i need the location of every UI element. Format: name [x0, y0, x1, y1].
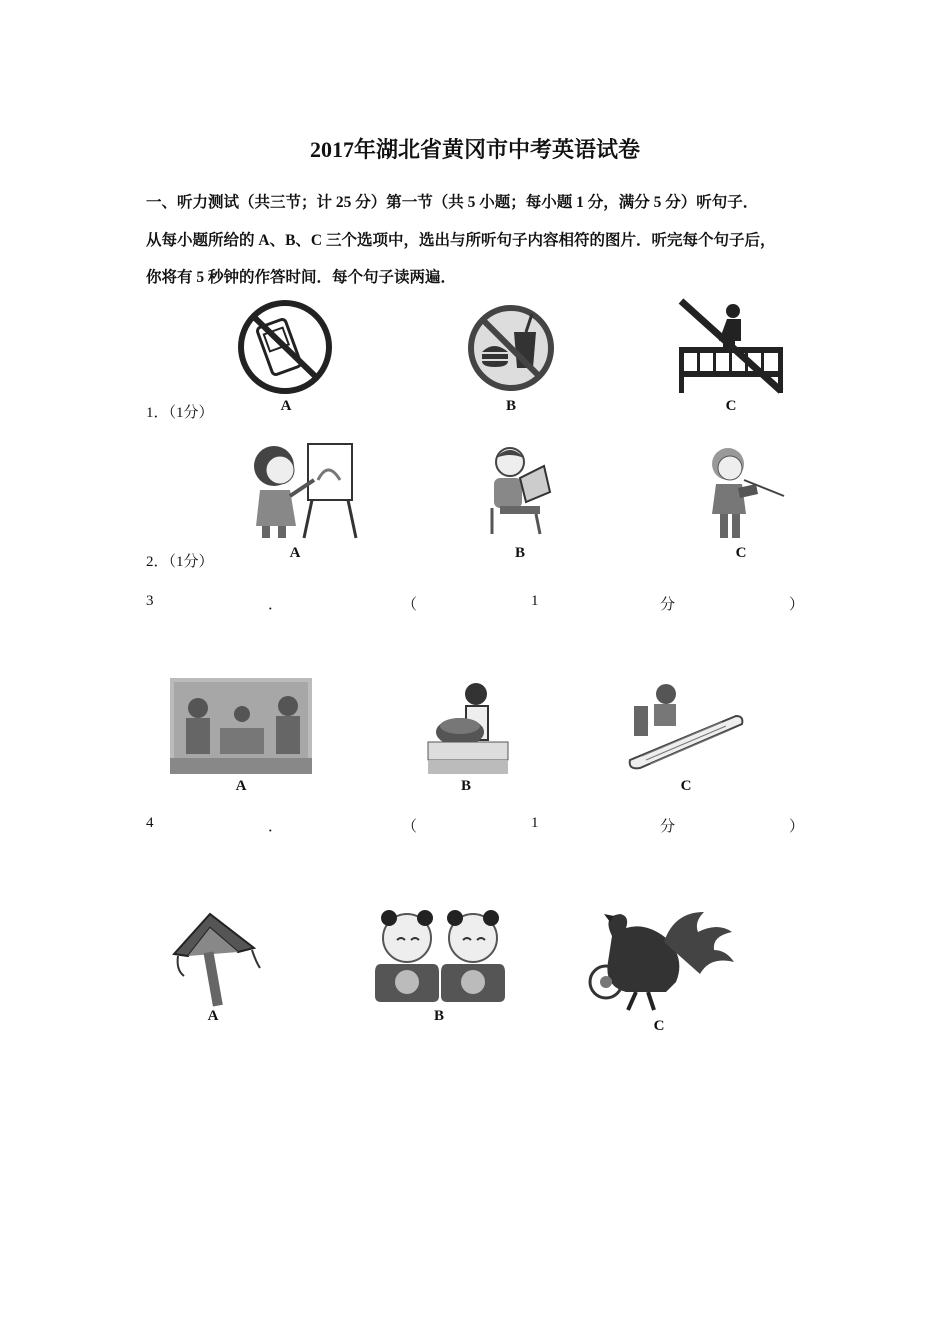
q2-option-c-label: C — [735, 545, 747, 561]
q1-option-c-label: C — [725, 398, 737, 414]
girl-painting-illustration — [236, 440, 358, 540]
q2-score: （1分） — [168, 554, 214, 570]
q3-right-paren: ） — [789, 597, 805, 613]
q2-label — [146, 550, 214, 571]
q4-right-paren: ） — [789, 819, 805, 835]
people-scene-illustration — [170, 678, 312, 774]
q1-number: 1． — [146, 405, 169, 421]
q2-option-a-label: A — [289, 545, 301, 561]
no-phone-icon — [234, 300, 336, 394]
q3-unit: 分 — [660, 597, 676, 613]
q1-label — [146, 401, 214, 422]
lucky-dolls-illustration — [373, 908, 509, 1004]
girl-violin-illustration — [700, 444, 786, 540]
no-sitting-on-railing-icon — [677, 297, 785, 393]
q1-score: （1分） — [168, 405, 214, 421]
no-food-drink-icon — [464, 302, 558, 394]
q1-option-a-label: A — [280, 398, 292, 414]
q4-option-c-label: C — [653, 1018, 665, 1034]
q2-option-b-label: B — [514, 545, 525, 561]
q3-option-a-label: A — [235, 778, 247, 794]
instruction-line-3: 你将有 5 秒钟的作答时间．每个句子读两遍． — [146, 269, 457, 286]
woman-cooking-illustration — [428, 680, 508, 774]
boy-zither-illustration — [626, 680, 744, 772]
instruction-line-1: 一、听力测试（共三节；计 25 分）第一节（共 5 小题；每小题 1 分，满分 5 分）听句子． — [146, 194, 759, 211]
boy-reading-illustration — [486, 444, 556, 536]
q3-option-b-label: B — [460, 778, 471, 794]
q4-option-a-label: A — [207, 1008, 219, 1024]
q3-label — [0, 593, 950, 615]
q3-point: 1 — [531, 593, 539, 609]
q4-dot: ． — [268, 819, 284, 835]
page-title: 2017年湖北省黄冈市中考英语试卷 — [309, 137, 640, 162]
q3-number: 3 — [146, 593, 154, 609]
paper-cut-rooster-illustration — [576, 906, 738, 1014]
q4-point: 1 — [531, 815, 539, 831]
q3-dot: ． — [268, 597, 284, 613]
q4-option-b-label: B — [433, 1008, 444, 1024]
q1-option-b-label: B — [505, 398, 516, 414]
q3-option-c-label: C — [680, 778, 692, 794]
q4-label — [0, 815, 950, 837]
q4-left-paren: （ — [402, 819, 418, 835]
instruction-line-2: 从每小题所给的 A、B、C 三个选项中，选出与所听句子内容相符的图片．听完每个句子后， — [146, 232, 776, 249]
q4-unit: 分 — [660, 819, 676, 835]
q2-number: 2． — [146, 554, 169, 570]
q3-left-paren: （ — [402, 597, 418, 613]
q4-number: 4 — [146, 815, 154, 831]
kite-illustration — [168, 908, 264, 1008]
